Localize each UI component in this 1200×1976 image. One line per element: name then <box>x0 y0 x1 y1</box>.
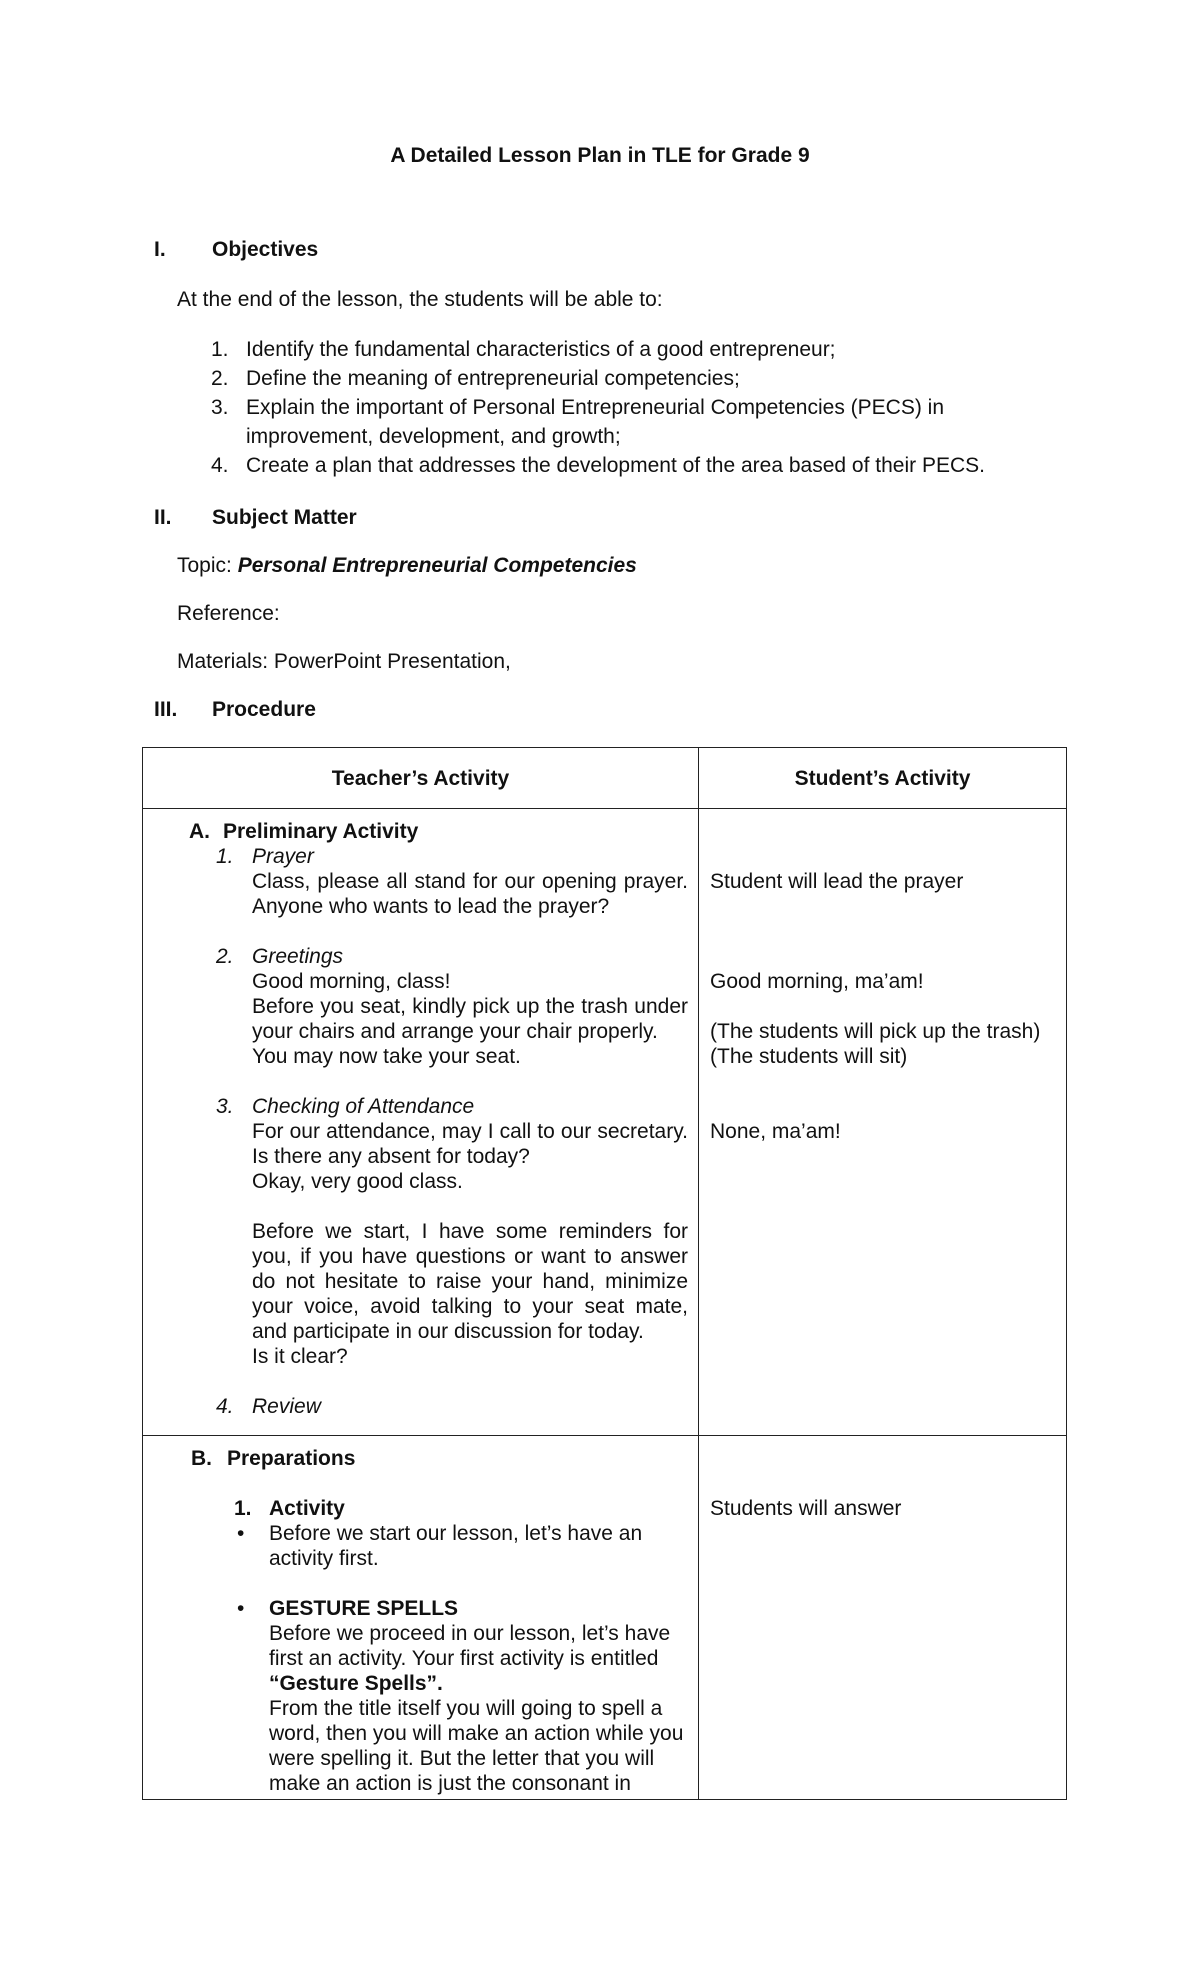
student-greeting-response: Good morning, ma’am! <box>710 970 924 993</box>
activity-item: 1. Activity <box>234 1497 345 1520</box>
objectives-intro: At the end of the lesson, the students will be able to: <box>177 288 663 311</box>
subject-matter-heading <box>154 505 357 530</box>
attendance-item: 3. Checking of Attendance For our attendance, may I call to our secretary. Is there any absent for today? Okay, very good class. Before we start, I have some reminders for you, if you have questions or want to answer do not hesitate to raise your hand, minimize your voice, avoid talking to your seat mate, and participate in our discussion for today. Is it clear? <box>216 1095 688 1368</box>
list-item: • GESTURE SPELLS Before we proceed in our lesson, let’s have first an activity. Your first activity is entitled “Gesture Spells”. From the title itself you will going to spell a word, then you will make an action while you were spelling it. But the letter that you will make an action is just the consonant in <box>237 1597 684 1795</box>
procedure-table <box>142 747 1067 1800</box>
objectives-heading <box>154 237 318 262</box>
table-row <box>143 809 1067 1436</box>
section-title: Subject Matter <box>212 506 357 529</box>
bullet-icon: • <box>237 1597 245 1620</box>
student-cell-preparations <box>699 1436 1067 1800</box>
list-item: 4. Create a plan that addresses the development of the area based of their PECS. <box>211 454 985 477</box>
reference-line: Reference: <box>177 602 280 625</box>
student-cell-preliminary <box>699 809 1067 1436</box>
student-prayer-response: Student will lead the prayer <box>710 870 964 893</box>
prayer-item: 1. Prayer Class, please all stand for our opening prayer. Anyone who wants to lead the prayer? <box>216 845 688 918</box>
review-item: 4. Review <box>216 1395 321 1418</box>
list-item: 3. Explain the important of Personal Entrepreneurial Competencies (PECS) in improvement, development, and growth; <box>211 396 945 448</box>
section-title: Procedure <box>212 698 316 721</box>
teacher-cell-preliminary <box>143 809 699 1436</box>
teacher-activity-header: Teacher’s Activity <box>143 748 699 809</box>
greetings-item: 2. Greetings Good morning, class! Before you seat, kindly pick up the trash under your chairs and arrange your chair properly. You may now take your seat. <box>216 945 688 1068</box>
student-sit-response: (The students will sit) <box>710 1045 908 1068</box>
teacher-cell-preparations <box>143 1436 699 1800</box>
section-title: Objectives <box>212 238 319 261</box>
section-number: II. <box>154 506 172 529</box>
table-row <box>143 1436 1067 1800</box>
section-number: III. <box>154 698 178 721</box>
bullet-icon: • <box>237 1522 245 1545</box>
section-number: I. <box>154 238 166 261</box>
procedure-heading <box>154 697 316 722</box>
objectives-list <box>200 335 1030 480</box>
table-header-row <box>143 748 1067 809</box>
preliminary-heading: A. Preliminary Activity <box>189 820 419 843</box>
topic-value: Personal Entrepreneurial Competencies <box>237 554 637 577</box>
topic-line <box>177 553 637 578</box>
student-activity-header: Student’s Activity <box>699 748 1067 809</box>
preparations-heading: B. Preparations <box>191 1447 356 1470</box>
topic-label: Topic: <box>177 554 238 577</box>
student-activity-response: Students will answer <box>710 1497 902 1520</box>
list-item: 1. Identify the fundamental characteristics of a good entrepreneur; <box>211 338 836 361</box>
student-attendance-response: None, ma’am! <box>710 1120 841 1143</box>
student-trash-response: (The students will pick up the trash) <box>710 1020 1041 1043</box>
list-item: • Before we start our lesson, let’s have an activity first. <box>237 1522 643 1570</box>
list-item: 2. Define the meaning of entrepreneurial competencies; <box>211 367 740 390</box>
document-title: A Detailed Lesson Plan in TLE for Grade 9 <box>390 144 810 167</box>
materials-line: Materials: PowerPoint Presentation, <box>177 650 511 673</box>
